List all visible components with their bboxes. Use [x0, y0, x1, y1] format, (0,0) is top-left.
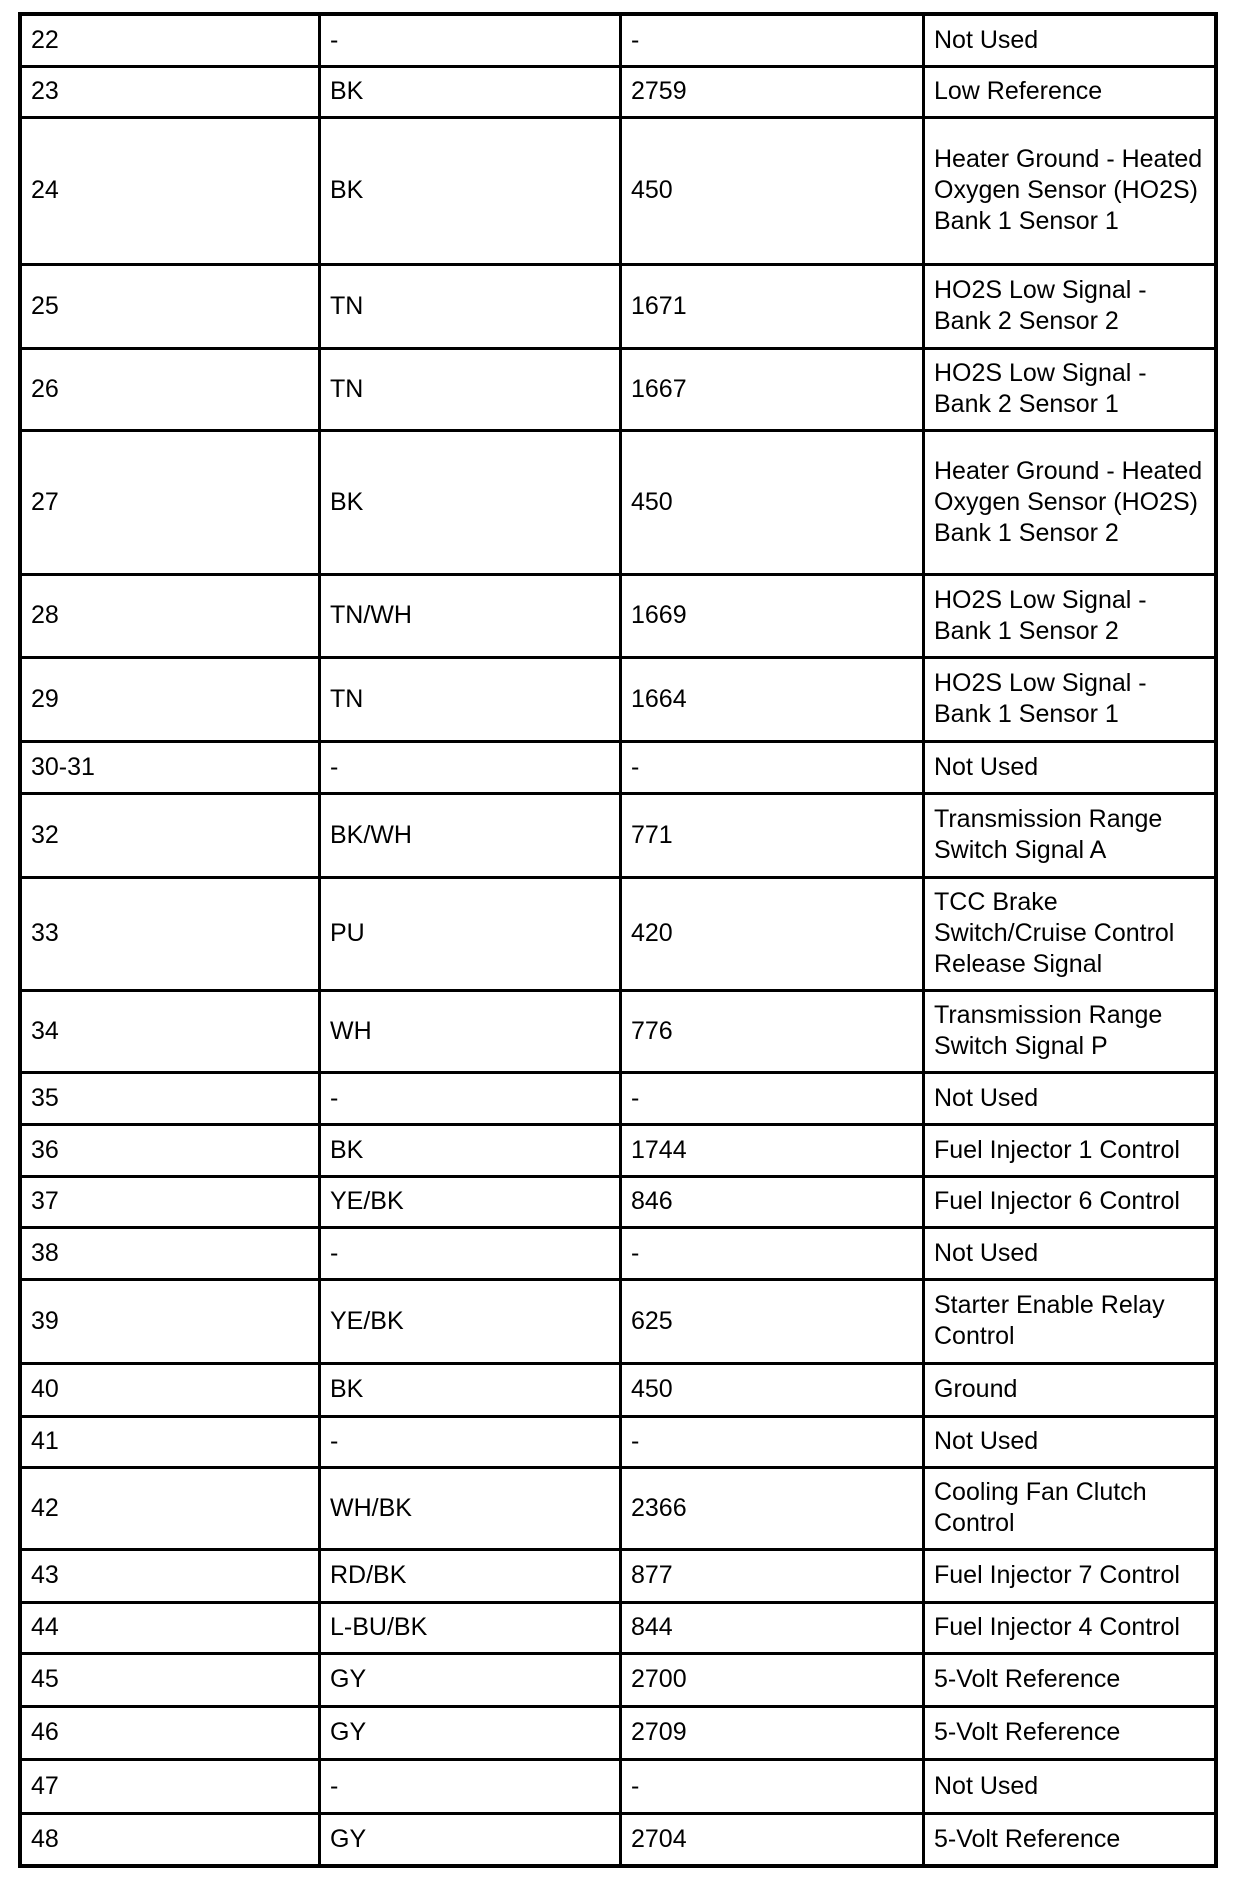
- wire-color-cell: TN/WH: [320, 574, 621, 657]
- table-body: [20, 14, 1216, 1866]
- circuit-number-cell: 450: [621, 430, 924, 574]
- wire-color-cell: YE/BK: [320, 1279, 621, 1363]
- table-row: [20, 1176, 1216, 1227]
- pin-number-cell: 25: [20, 264, 320, 348]
- pin-number-cell: 28: [20, 574, 320, 657]
- wire-color-cell: RD/BK: [320, 1549, 621, 1602]
- function-cell: 5-Volt Reference: [924, 1653, 1217, 1706]
- circuit-number-cell: 420: [621, 877, 924, 990]
- pin-number-cell: 23: [20, 66, 320, 117]
- pin-number-cell: 37: [20, 1176, 320, 1227]
- table-row: [20, 1279, 1216, 1363]
- wire-color-cell: GY: [320, 1653, 621, 1706]
- wire-color-cell: TN: [320, 348, 621, 430]
- function-cell: Not Used: [924, 741, 1217, 793]
- table-row: [20, 657, 1216, 741]
- function-cell: HO2S Low Signal - Bank 1 Sensor 2: [924, 574, 1217, 657]
- wire-color-cell: YE/BK: [320, 1176, 621, 1227]
- wire-color-cell: -: [320, 1072, 621, 1124]
- table-row: [20, 1706, 1216, 1759]
- pin-number-cell: 29: [20, 657, 320, 741]
- circuit-number-cell: 1667: [621, 348, 924, 430]
- table-row: [20, 574, 1216, 657]
- connector-pinout-table: [18, 12, 1218, 1868]
- wire-color-cell: L-BU/BK: [320, 1602, 621, 1653]
- wire-color-cell: TN: [320, 657, 621, 741]
- table-row: [20, 1072, 1216, 1124]
- table-row: [20, 1467, 1216, 1549]
- pin-number-cell: 36: [20, 1124, 320, 1176]
- function-cell: Not Used: [924, 1227, 1217, 1279]
- wire-color-cell: -: [320, 1227, 621, 1279]
- circuit-number-cell: -: [621, 1227, 924, 1279]
- wire-color-cell: BK: [320, 1124, 621, 1176]
- circuit-number-cell: -: [621, 1416, 924, 1467]
- function-cell: Cooling Fan Clutch Control: [924, 1467, 1217, 1549]
- wire-color-cell: BK: [320, 1363, 621, 1416]
- table-row: [20, 117, 1216, 264]
- circuit-number-cell: 1744: [621, 1124, 924, 1176]
- circuit-number-cell: 2700: [621, 1653, 924, 1706]
- pin-number-cell: 32: [20, 793, 320, 877]
- wire-color-cell: GY: [320, 1813, 621, 1866]
- wire-color-cell: BK/WH: [320, 793, 621, 877]
- function-cell: Heater Ground - Heated Oxygen Sensor (HO2S) Bank 1 Sensor 1: [924, 117, 1217, 264]
- table-row: [20, 1416, 1216, 1467]
- function-cell: Transmission Range Switch Signal P: [924, 990, 1217, 1072]
- pin-number-cell: 22: [20, 14, 320, 66]
- table-row: [20, 1759, 1216, 1813]
- wire-color-cell: -: [320, 741, 621, 793]
- function-cell: HO2S Low Signal - Bank 1 Sensor 1: [924, 657, 1217, 741]
- pin-number-cell: 40: [20, 1363, 320, 1416]
- function-cell: Not Used: [924, 14, 1217, 66]
- function-cell: HO2S Low Signal - Bank 2 Sensor 2: [924, 264, 1217, 348]
- circuit-number-cell: -: [621, 1072, 924, 1124]
- circuit-number-cell: 450: [621, 1363, 924, 1416]
- circuit-number-cell: 846: [621, 1176, 924, 1227]
- function-cell: Fuel Injector 4 Control: [924, 1602, 1217, 1653]
- function-cell: Ground: [924, 1363, 1217, 1416]
- function-cell: Starter Enable Relay Control: [924, 1279, 1217, 1363]
- function-cell: Transmission Range Switch Signal A: [924, 793, 1217, 877]
- pin-number-cell: 33: [20, 877, 320, 990]
- wire-color-cell: BK: [320, 430, 621, 574]
- wire-color-cell: -: [320, 1416, 621, 1467]
- wire-color-cell: -: [320, 1759, 621, 1813]
- pin-number-cell: 41: [20, 1416, 320, 1467]
- function-cell: 5-Volt Reference: [924, 1706, 1217, 1759]
- pin-number-cell: 38: [20, 1227, 320, 1279]
- pin-number-cell: 45: [20, 1653, 320, 1706]
- circuit-number-cell: 877: [621, 1549, 924, 1602]
- wire-color-cell: TN: [320, 264, 621, 348]
- table-row: [20, 430, 1216, 574]
- wire-color-cell: BK: [320, 66, 621, 117]
- circuit-number-cell: 2759: [621, 66, 924, 117]
- circuit-number-cell: 1669: [621, 574, 924, 657]
- pin-number-cell: 43: [20, 1549, 320, 1602]
- pin-number-cell: 44: [20, 1602, 320, 1653]
- circuit-number-cell: -: [621, 741, 924, 793]
- function-cell: TCC Brake Switch/Cruise Control Release Signal: [924, 877, 1217, 990]
- pin-number-cell: 35: [20, 1072, 320, 1124]
- circuit-number-cell: 771: [621, 793, 924, 877]
- table-row: [20, 1813, 1216, 1866]
- pin-number-cell: 27: [20, 430, 320, 574]
- circuit-number-cell: 844: [621, 1602, 924, 1653]
- pin-number-cell: 47: [20, 1759, 320, 1813]
- function-cell: HO2S Low Signal - Bank 2 Sensor 1: [924, 348, 1217, 430]
- pin-number-cell: 39: [20, 1279, 320, 1363]
- wire-color-cell: PU: [320, 877, 621, 990]
- function-cell: Fuel Injector 1 Control: [924, 1124, 1217, 1176]
- pin-number-cell: 34: [20, 990, 320, 1072]
- circuit-number-cell: 2704: [621, 1813, 924, 1866]
- circuit-number-cell: 2709: [621, 1706, 924, 1759]
- table-row: [20, 264, 1216, 348]
- pin-number-cell: 48: [20, 1813, 320, 1866]
- circuit-number-cell: -: [621, 1759, 924, 1813]
- function-cell: 5-Volt Reference: [924, 1813, 1217, 1866]
- circuit-number-cell: 625: [621, 1279, 924, 1363]
- table-row: [20, 348, 1216, 430]
- pin-number-cell: 30-31: [20, 741, 320, 793]
- table-row: [20, 1653, 1216, 1706]
- function-cell: Low Reference: [924, 66, 1217, 117]
- table-row: [20, 1227, 1216, 1279]
- function-cell: Not Used: [924, 1072, 1217, 1124]
- table-row: [20, 66, 1216, 117]
- circuit-number-cell: 2366: [621, 1467, 924, 1549]
- table-row: [20, 990, 1216, 1072]
- table-row: [20, 877, 1216, 990]
- function-cell: Not Used: [924, 1416, 1217, 1467]
- table-row: [20, 1124, 1216, 1176]
- function-cell: Heater Ground - Heated Oxygen Sensor (HO2S) Bank 1 Sensor 2: [924, 430, 1217, 574]
- circuit-number-cell: 1671: [621, 264, 924, 348]
- circuit-number-cell: 450: [621, 117, 924, 264]
- wire-color-cell: -: [320, 14, 621, 66]
- function-cell: Not Used: [924, 1759, 1217, 1813]
- wire-color-cell: WH: [320, 990, 621, 1072]
- pin-number-cell: 24: [20, 117, 320, 264]
- wire-color-cell: BK: [320, 117, 621, 264]
- function-cell: Fuel Injector 6 Control: [924, 1176, 1217, 1227]
- table-row: [20, 1602, 1216, 1653]
- table-row: [20, 1549, 1216, 1602]
- circuit-number-cell: -: [621, 14, 924, 66]
- pin-number-cell: 42: [20, 1467, 320, 1549]
- circuit-number-cell: 1664: [621, 657, 924, 741]
- pin-number-cell: 26: [20, 348, 320, 430]
- circuit-number-cell: 776: [621, 990, 924, 1072]
- table-row: [20, 14, 1216, 66]
- wire-color-cell: WH/BK: [320, 1467, 621, 1549]
- pin-number-cell: 46: [20, 1706, 320, 1759]
- table-row: [20, 741, 1216, 793]
- table-row: [20, 1363, 1216, 1416]
- wire-color-cell: GY: [320, 1706, 621, 1759]
- table-row: [20, 793, 1216, 877]
- function-cell: Fuel Injector 7 Control: [924, 1549, 1217, 1602]
